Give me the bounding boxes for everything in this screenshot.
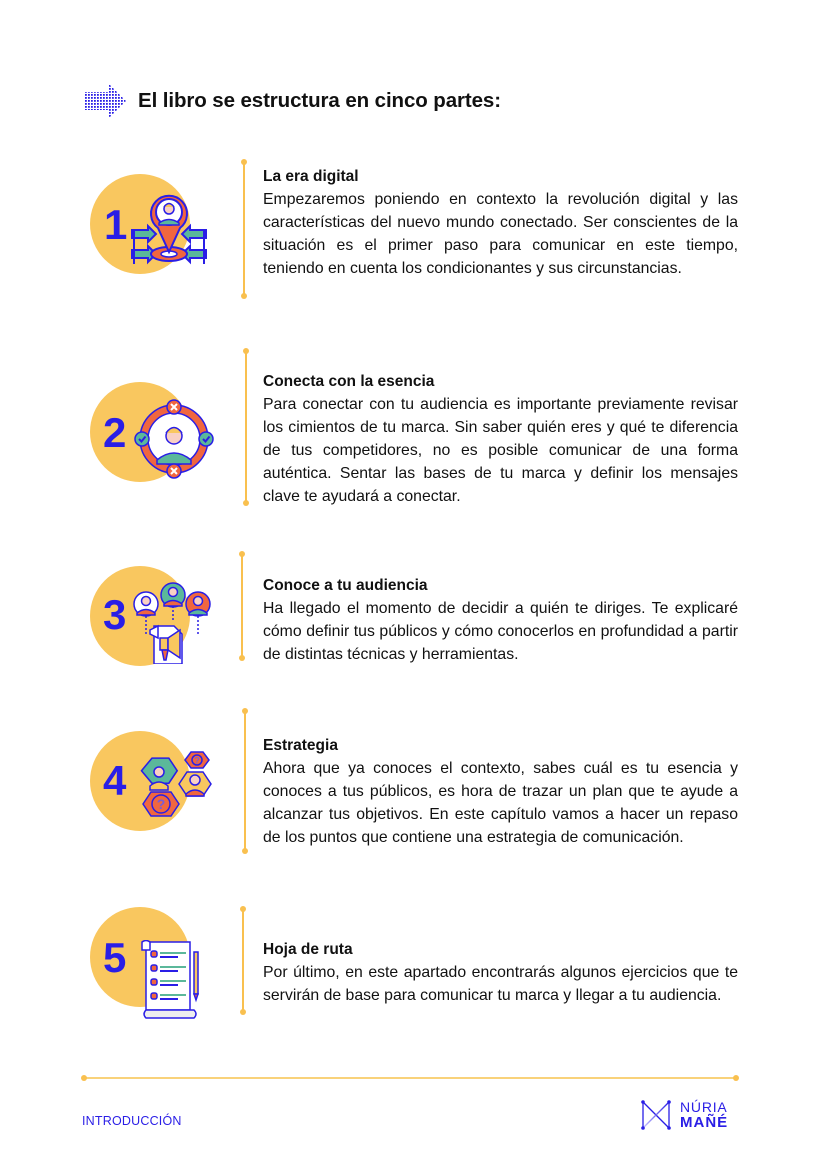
logo-last-name: MAÑÉ [680, 1114, 729, 1131]
dotted-arrow-right-icon [82, 82, 128, 120]
section-number: 2 [103, 409, 127, 456]
section-body: Ahora que ya conoces el contexto, sabes cuál es tu esencia y conoces a tus públicos, es hora de trazar un plan que te ayude a alcanzar tus objetivos. En este capítulo vamos a hacer un repaso de los puntos que contiene una estrategia de comunicación. [263, 760, 738, 846]
page-title: El libro se estructura en cinco partes: [138, 89, 501, 112]
svg-text:?: ? [194, 755, 200, 766]
logo-wordmark [680, 1100, 728, 1130]
person-check-cross-ring-icon [133, 398, 215, 480]
footer-divider [84, 1077, 736, 1079]
divider-line [241, 554, 243, 658]
section-body: Ha llegado el momento de decidir a quién te diriges. Te explicaré cómo definir tus públicos y cómo conocerlos en profundidad a partir de distintas técnicas y herramientas. [263, 600, 738, 663]
svg-text:?: ? [156, 796, 166, 812]
section-title: Conecta con la esencia [263, 373, 435, 390]
section-title: Conoce a tu audiencia [263, 577, 428, 594]
section-body: Empezaremos poniendo en contexto la revolución digital y las características del nuevo mundo conectado. Ser conscientes de la situación es el primer paso para comunicar en este tiempo, teniendo en cuenta los condicionantes y sus circunstancias. [263, 191, 738, 277]
section-number: 1 [104, 201, 128, 248]
section-text [263, 938, 738, 1007]
section-body: Para conectar con tu audiencia es importante previamente revisar los cimientos de tu marca. Sin saber quién eres y qué te diferencia de tus competidores, no es posible comunicar de una forma auténtica. Sentar las bases de tu marca y definir los mensajes clave te ayudará a conectar. [263, 396, 738, 505]
section-title: Estrategia [263, 737, 338, 754]
section-body: Por último, en este apartado encontrarás algunos ejercicios que te servirán de base para comunicar tu marca y llegar a tu audiencia. [263, 964, 738, 1004]
section-text [263, 165, 738, 280]
footer-section-label: INTRODUCCIÓN [82, 1114, 182, 1128]
section-number: 3 [103, 591, 127, 638]
section-text [263, 370, 738, 508]
nuria-mane-logo-mark-icon [640, 1099, 672, 1131]
logo-first-name: NÚRIA [680, 1099, 728, 1115]
checklist-scroll-pencil-icon [132, 940, 214, 1022]
section-text [263, 574, 738, 666]
people-question-hexagons-icon [137, 748, 219, 830]
divider-line [242, 909, 244, 1012]
location-pin-person-icon [128, 186, 210, 268]
divider-line [245, 351, 247, 503]
audience-megaphone-icon [132, 582, 214, 664]
section-title: Hoja de ruta [263, 941, 353, 958]
page-header [82, 82, 501, 120]
divider-line [244, 711, 246, 851]
section-number: 4 [103, 757, 127, 804]
divider-line [243, 162, 245, 296]
section-text [263, 734, 738, 849]
brand-logo [640, 1099, 728, 1131]
section-title: La era digital [263, 168, 359, 185]
section-number: 5 [103, 934, 127, 981]
